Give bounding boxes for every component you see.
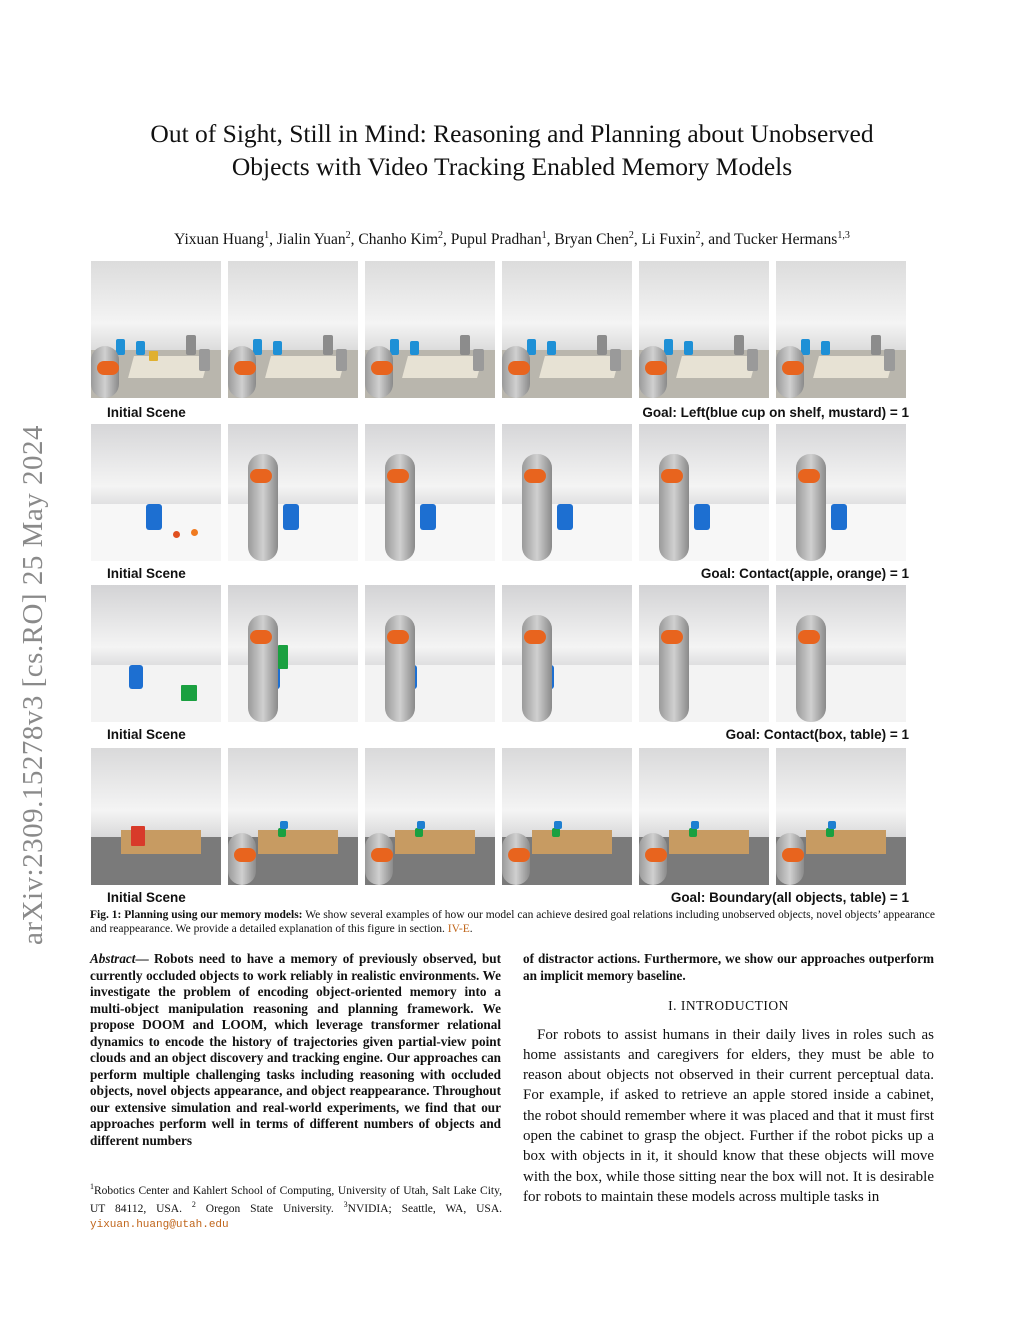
scene-object	[136, 341, 145, 355]
scene-panel	[228, 748, 358, 885]
left-column	[90, 951, 501, 1149]
abstract-text: Robots need to have a memory of previously observed, but currently occluded objects to work reliably in realistic environments. We investigate the problem of encoding object-oriented memory into a multi-object manipulation reasoning and planning framework. We propose DOOM and LOOM, which leverage transformer relational dynamics to encode the history of trajectories given partial-view point clouds and an object discovery and tracking engine. Our approaches can perform multiple challenging tasks including reasoning with occluded objects, novel objects appearance, and object reappearance. Throughout our extensive simulation and real-world experiments, we find that our approaches perform well in terms of different numbers of objects and different numbers	[90, 951, 501, 1148]
scene-panel	[776, 585, 906, 722]
table-surface	[128, 356, 209, 378]
author-affiliation: 1,3	[837, 230, 850, 241]
robot-joint	[234, 361, 256, 375]
footnote-affil-2: Oregon State University.	[195, 1203, 344, 1216]
robot-joint	[250, 630, 272, 644]
scene-object	[410, 341, 419, 355]
scene-object	[831, 504, 847, 530]
right-column	[523, 951, 934, 1207]
caption-text: We show several examples of how our model can achieve desired goal relations including unobserved objects, novel objects’ appearance and reappearance. We provide a detailed explanation of this figure in section.	[90, 909, 935, 935]
author-name: Jialin Yuan	[276, 231, 346, 249]
table-surface	[676, 356, 757, 378]
author-affiliation: 2	[628, 230, 634, 241]
arxiv-stamp	[12, 343, 52, 945]
scene-panel	[502, 748, 632, 885]
table-surface	[258, 830, 338, 854]
footnote-sup-1: 1	[90, 1182, 94, 1191]
scene-object	[747, 349, 758, 371]
scene-panel	[502, 585, 632, 722]
robot-joint	[645, 361, 667, 375]
scene-object	[199, 349, 210, 371]
robot-joint	[661, 469, 683, 483]
figure-row	[91, 748, 906, 885]
scene-object	[826, 828, 834, 837]
scene-object	[557, 504, 573, 530]
scene-panel	[776, 748, 906, 885]
row-label-goal: Goal: Contact(apple, orange) = 1	[700, 566, 909, 581]
scene-panel	[365, 748, 495, 885]
scene-panel	[502, 424, 632, 561]
section-heading-introduction: I. INTRODUCTION	[668, 998, 789, 1013]
scene-object	[597, 335, 607, 355]
robot-joint	[782, 361, 804, 375]
scene-panel	[228, 261, 358, 398]
scene-panel	[365, 424, 495, 561]
scene-panel	[365, 261, 495, 398]
abstract-label: Abstract	[90, 951, 136, 966]
author-affiliation: 2	[695, 230, 701, 241]
scene-object	[828, 821, 836, 829]
scene-object	[552, 828, 560, 837]
scene-object	[689, 828, 697, 837]
scene-object	[336, 349, 347, 371]
author-name: Li Fuxin	[641, 231, 696, 249]
scene-object	[280, 821, 288, 829]
caption-prefix: Fig. 1: Planning using our memory models:	[90, 909, 303, 921]
scene-object	[129, 665, 143, 689]
footnote-affil-3: NVIDIA; Seattle, WA, USA.	[347, 1203, 502, 1216]
footnote-affil-1: Robotics Center and Kahlert School of Computing, University of Utah, Salt Lake City, UT 84112, USA.	[90, 1184, 502, 1216]
figure-row	[91, 261, 906, 398]
robot-joint	[782, 848, 804, 862]
robot-joint	[524, 630, 546, 644]
robot-joint	[661, 630, 683, 644]
scene-object	[273, 341, 282, 355]
scene-panel	[639, 424, 769, 561]
scene-object	[460, 335, 470, 355]
scene-object	[884, 349, 895, 371]
scene-panel	[776, 261, 906, 398]
abstract-dash: —	[135, 951, 149, 966]
figure-row	[91, 585, 906, 722]
scene-object	[323, 335, 333, 355]
scene-panel	[639, 261, 769, 398]
scene-object	[547, 341, 556, 355]
abstract-continued: of distractor actions. Furthermore, we show our approaches outperform an implicit memory baseline.	[523, 951, 934, 983]
footnote-sup-2: 2	[191, 1200, 196, 1210]
scene-object	[821, 341, 830, 355]
robot-joint	[645, 848, 667, 862]
author-affiliation: 1	[264, 230, 270, 241]
scene-object	[278, 645, 288, 669]
author-affiliation: 1	[541, 230, 547, 241]
scene-panel	[639, 748, 769, 885]
author-name: Bryan Chen	[554, 231, 629, 249]
scene-panel	[502, 261, 632, 398]
scene-object	[149, 351, 158, 361]
title-line-1: Out of Sight, Still in Mind: Reasoning and Planning about Unobserved	[150, 119, 874, 148]
row-label-goal: Goal: Contact(box, table) = 1	[725, 727, 909, 742]
robot-joint	[234, 848, 256, 862]
scene-object	[554, 821, 562, 829]
robot-joint	[97, 361, 119, 375]
footnote-sup-3: 3	[343, 1200, 348, 1210]
robot-joint	[798, 469, 820, 483]
scene-panel	[91, 585, 221, 722]
figure-row	[91, 424, 906, 561]
row-label-initial-scene: Initial Scene	[107, 890, 186, 905]
scene-object	[278, 828, 286, 837]
scene-object	[191, 529, 198, 536]
scene-panel	[91, 424, 221, 561]
scene-object	[734, 335, 744, 355]
row-label-initial-scene: Initial Scene	[107, 727, 186, 742]
scene-object	[420, 504, 436, 530]
scene-panel	[639, 585, 769, 722]
scene-object	[417, 821, 425, 829]
scene-object	[691, 821, 699, 829]
caption-suffix: .	[469, 923, 473, 935]
robot-joint	[508, 361, 530, 375]
arxiv-stamp-text: arXiv:2309.15278v3 [cs.RO] 25 May 2024	[17, 424, 49, 945]
abstract	[90, 951, 501, 1149]
scene-panel	[91, 261, 221, 398]
scene-object	[610, 349, 621, 371]
robot-joint	[798, 630, 820, 644]
scene-object	[473, 349, 484, 371]
scene-object	[186, 335, 196, 355]
scene-object	[684, 341, 693, 355]
author-affiliation: 2	[345, 230, 351, 241]
row-label-initial-scene: Initial Scene	[107, 566, 186, 581]
scene-object	[173, 531, 180, 538]
author-name: Yixuan Huang	[174, 231, 265, 249]
robot-joint	[371, 848, 393, 862]
table-surface	[806, 830, 886, 854]
robot-joint	[371, 361, 393, 375]
paper-title	[90, 117, 934, 183]
affiliation-footnote	[90, 1180, 502, 1232]
table-surface	[669, 830, 749, 854]
author-email-link[interactable]: yixuan.huang@utah.edu	[90, 1218, 229, 1231]
scene-object	[283, 504, 299, 530]
table-surface	[395, 830, 475, 854]
robot-joint	[387, 630, 409, 644]
scene-object	[415, 828, 423, 837]
table-surface	[265, 356, 346, 378]
scene-object	[871, 335, 881, 355]
row-label-initial-scene: Initial Scene	[107, 405, 186, 420]
scene-panel	[776, 424, 906, 561]
table-surface	[532, 830, 612, 854]
author-affiliation: 2	[438, 230, 444, 241]
author-list: Yixuan Huang$^1$, Jialin Yuan$^2$, Chanho Kim$^2$, Pupul Pradhan$^1$, Bryan Chen$^2$, Li Fuxin$^2$, and Tucker Hermans$^{1,3}$	[174, 230, 850, 249]
title-line-2: Objects with Video Tracking Enabled Memory Models	[231, 152, 793, 181]
table-surface	[91, 665, 221, 722]
author-name: Tucker Hermans	[734, 231, 838, 249]
scene-panel	[228, 424, 358, 561]
robot-joint	[524, 469, 546, 483]
figure-caption	[90, 908, 935, 936]
table-surface	[813, 356, 894, 378]
scene-panel	[228, 585, 358, 722]
introduction-paragraph: For robots to assist humans in their daily lives in roles such as home assistants and caregivers for elders, they must be able to reason about objects not observed in their current perceptual data. For example, if asked to retrieve an apple stored inside a cabinet, the robot should remember where it was placed and that it must first open the cabinet to grasp the object. Further if the robot picks up a box with objects in it, it should know that these objects will move with the box, while those sitting near the box will not. It is desirable for robots to maintain these models across multiple tasks in	[523, 1026, 934, 1205]
robot-joint	[508, 848, 530, 862]
author-name: Pupul Pradhan	[450, 231, 542, 249]
author-name: Chanho Kim	[358, 231, 439, 249]
table-surface	[539, 356, 620, 378]
row-label-goal: Goal: Boundary(all objects, table) = 1	[670, 890, 909, 905]
scene-object	[181, 685, 197, 701]
table-surface	[402, 356, 483, 378]
robot-joint	[250, 469, 272, 483]
scene-object	[694, 504, 710, 530]
row-label-goal: Goal: Left(blue cup on shelf, mustard) = 1	[642, 405, 909, 420]
scene-panel	[365, 585, 495, 722]
scene-panel	[91, 748, 221, 885]
robot-joint	[387, 469, 409, 483]
scene-object	[131, 826, 145, 846]
scene-object	[146, 504, 162, 530]
caption-section-link[interactable]: IV-E	[447, 923, 470, 935]
